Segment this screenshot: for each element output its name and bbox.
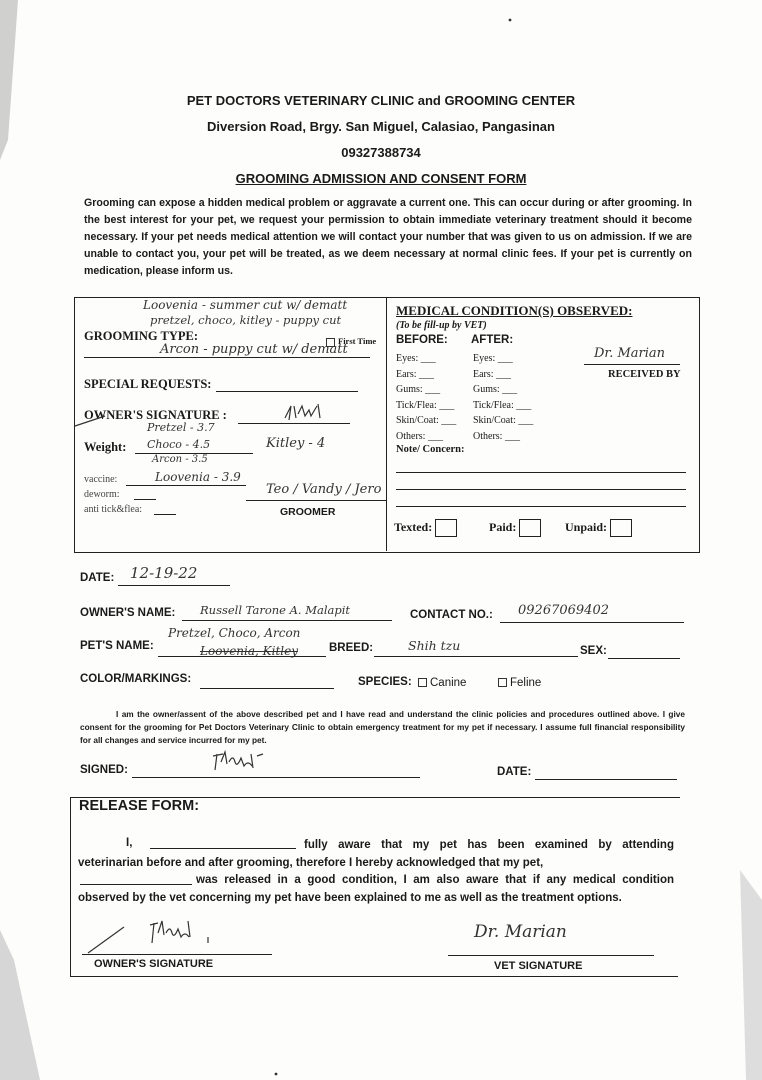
- pets-name-label: PET'S NAME:: [80, 640, 154, 652]
- species-label: SPECIES:: [358, 676, 412, 688]
- texted-label: Texted:: [394, 519, 433, 534]
- hw-groomer: Teo / Vandy / Jero: [266, 482, 382, 497]
- hw-received-by: Dr. Marian: [594, 346, 666, 361]
- contact-label: CONTACT NO.:: [410, 609, 493, 621]
- clinic-name: PET DOCTORS VETERINARY CLINIC and GROOMING CENTER: [186, 93, 576, 108]
- after-eyes: Eyes: ___: [473, 353, 513, 364]
- medical-title: MEDICAL CONDITION(S) OBSERVED:: [396, 303, 633, 318]
- date2-label: DATE:: [497, 766, 532, 778]
- after-tick: Tick/Flea: ___: [473, 399, 532, 411]
- date-label: DATE:: [80, 572, 115, 584]
- hw-pets-name-line1: Pretzel, Choco, Arcon: [168, 626, 301, 640]
- hw-vaccine: Loovenia - 3.9: [155, 470, 241, 484]
- clinic-phone: 09327388734: [341, 145, 421, 160]
- before-eyes: Eyes: ___: [396, 353, 436, 364]
- after-skin: Skin/Coat: ___: [473, 415, 534, 426]
- before-gums: Gums: ___: [396, 384, 441, 395]
- vet-sig-label: VET SIGNATURE: [494, 960, 583, 972]
- release-text-a: fully aware that my pet has been examined by attending veterinarian before and after grooming, therefore I hereby acknowledged that my pet,: [78, 839, 674, 869]
- before-skin: Skin/Coat: ___: [396, 415, 457, 426]
- after-others: Others: ___: [473, 430, 520, 442]
- consent-paragraph: I am the owner/assent of the above described pet and I have read and understand the clinic policies and procedures outlined above. I give consent for the grooming for Pet Doctors Veterinary Clinic to obtain emergency treatment for my pet if necessary. I assume full financial responsibility for all changes and service incurred for my pet.: [80, 709, 685, 745]
- hw-grooming-line2: pretzel, choco, kitley - puppy cut: [150, 313, 342, 327]
- medical-subtitle: (To be fill-up by VET): [396, 320, 487, 331]
- sex-label: SEX:: [580, 645, 607, 657]
- hw-weight-arcon: Arcon - 3.5: [152, 454, 208, 465]
- intro-paragraph: Grooming can expose a hidden medical problem or aggravate a current one. This can occur during or after grooming. In the best interest for your pet, we request your permission to obtain immediate veterinary treatment should it become necessary. If your pet needs medical attention we will contact your number that was given to us on admission. If we are unable to contact you, your pet will be treated, as we deem necessary at normal clinic fees. If your pet is currently on medication, please inform us.: [84, 197, 692, 277]
- hw-date: 12-19-22: [130, 564, 198, 582]
- owners-sig-label: OWNER'S SIGNATURE: [94, 958, 214, 970]
- paid-label: Paid:: [489, 519, 517, 534]
- deworm-label: deworm:: [84, 489, 120, 500]
- note-label: Note/ Concern:: [396, 444, 465, 455]
- release-text-b: was released in a good condition, I am also aware that if any medical condition observed by the vet concerning my pet have been explained to me as well as the treatment options.: [78, 874, 674, 904]
- breed-label: BREED:: [329, 642, 374, 654]
- hw-owners-name: Russell Tarone A. Malapit: [200, 603, 351, 617]
- hw-weight-kitley: Kitley - 4: [266, 436, 326, 451]
- hw-weight-choco: Choco - 4.5: [147, 438, 211, 451]
- color-markings-label: COLOR/MARKINGS:: [80, 673, 192, 685]
- grooming-type-label: GROOMING TYPE:: [84, 329, 199, 343]
- after-ears: Ears: ___: [473, 368, 512, 380]
- unpaid-label: Unpaid:: [565, 519, 608, 534]
- before-label: BEFORE:: [396, 334, 448, 346]
- received-by-label: RECEIVED BY: [608, 369, 681, 380]
- owners-name-label: OWNER'S NAME:: [80, 607, 176, 619]
- signed-label: SIGNED:: [80, 764, 128, 776]
- first-time-label: First Time: [338, 336, 377, 346]
- before-tick: Tick/Flea: ___: [396, 399, 455, 411]
- hw-vet-signature: Dr. Marian: [474, 922, 567, 942]
- hw-weight-pretzel: Pretzel - 3.7: [147, 421, 215, 434]
- owners-signature-label: OWNER'S SIGNATURE :: [84, 408, 227, 422]
- hw-breed: Shih tzu: [408, 638, 461, 653]
- after-gums: Gums: ___: [473, 384, 518, 395]
- form-title: GROOMING ADMISSION AND CONSENT FORM: [235, 171, 527, 186]
- hw-grooming-line3: Arcon - puppy cut w/ dematt: [160, 342, 348, 357]
- vaccine-label: vaccine:: [84, 474, 118, 485]
- hw-grooming-line1: Loovenia - summer cut w/ dematt: [143, 298, 348, 312]
- hw-pets-name-line2: Loovenia, Kitley: [200, 644, 298, 658]
- special-requests-label: SPECIAL REQUESTS:: [84, 377, 212, 391]
- weight-label: Weight:: [84, 440, 127, 454]
- release-title: RELEASE FORM:: [79, 798, 200, 814]
- anti-tick-label: anti tick&flea:: [84, 504, 143, 515]
- before-others: Others: ___: [396, 430, 443, 442]
- release-i-label: I,: [126, 837, 133, 849]
- hw-contact: 09267069402: [518, 603, 609, 618]
- feline-label: Feline: [510, 677, 542, 689]
- groomer-label: GROOMER: [280, 506, 336, 518]
- after-label: AFTER:: [471, 334, 514, 346]
- clinic-address: Diversion Road, Brgy. San Miguel, Calasiao, Pangasinan: [207, 119, 555, 134]
- before-ears: Ears: ___: [396, 368, 435, 380]
- canine-label: Canine: [430, 677, 467, 689]
